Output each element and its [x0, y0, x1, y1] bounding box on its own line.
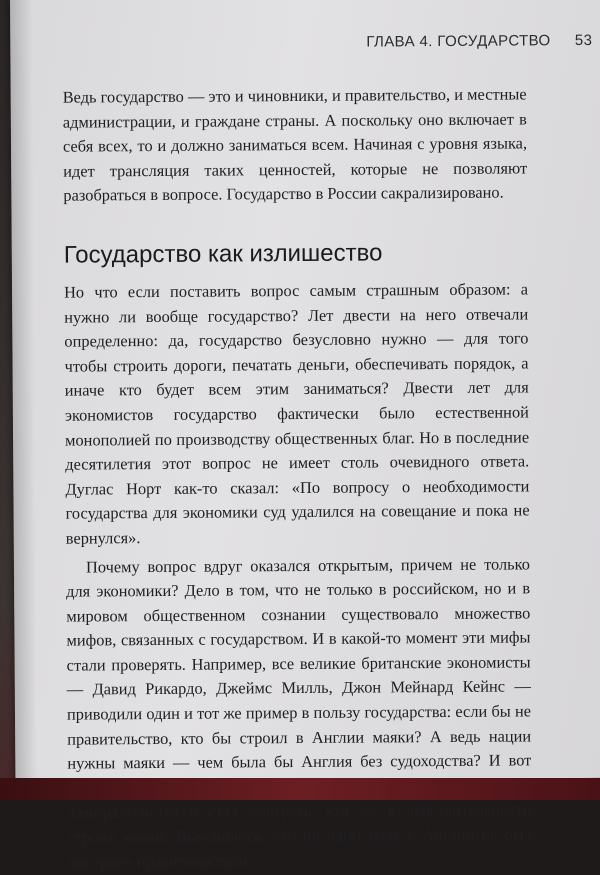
paragraph: Почему вопрос вдруг оказался открытым, причем не только для экономики? Дело в том, что не только в российском, но и в мировом общественном сознании существовало множество мифов, связанных с государством. И в какой-то момент эти мифы стали проверять. Например, все великие британские экономисты — Давид Рикардо, Джеймс Милль, Джон Мейнард Кейнс — приводили один и тот же пример в пользу государства: если бы не правительство, кто бы строил в Англии маяки? А ведь нации нужны маяки — чем была бы Англия без судоходства? И вот адмиралтейства и стал смотреть, кто же в действительности строил маяки. Выяснилось, что ни один маяк в Англии не был построен правительством. — [66, 553, 532, 872]
chapter-title: ГЛАВА 4. ГОСУДАРСТВО — [366, 32, 551, 51]
book-page — [10, 0, 600, 872]
paragraph: Но что если поставить вопрос самым страшным образом: а нужно ли вообще государство? Лет двести на него отвечали определенно: да, государство безусловно нужно — для того чтобы строить дороги, печатать деньги, обеспечивать порядок, а иначе кто будет всем этим заниматься? Двести лет для экономистов государство фактически было естественной монополией по производству общественных благ. Но в последние десятилетия этот вопрос не имеет столь очевидного ответа. Дуглас Норт как-то сказал: «По вопросу о необходимости государства для экономики суд удалился на совещание и пока не вернулся». — [63, 279, 530, 548]
page-content — [63, 82, 532, 874]
section-heading: Государство как излишество — [63, 239, 383, 269]
running-head — [366, 32, 592, 51]
book-cover-edge — [0, 778, 600, 800]
paragraph: Ведь государство — это и чиновники, и правительство, и местные администрации, и граждане страны. А поскольку оно включает в себя всех, то и должно заниматься всем. Начиная с уровня языка, идет трансляция таких ценностей, которые не позволяют разобраться в вопросе. Государство в России сакрализировано. — [62, 84, 528, 206]
page-number: 53 — [574, 31, 593, 50]
spine-shadow — [10, 0, 37, 782]
